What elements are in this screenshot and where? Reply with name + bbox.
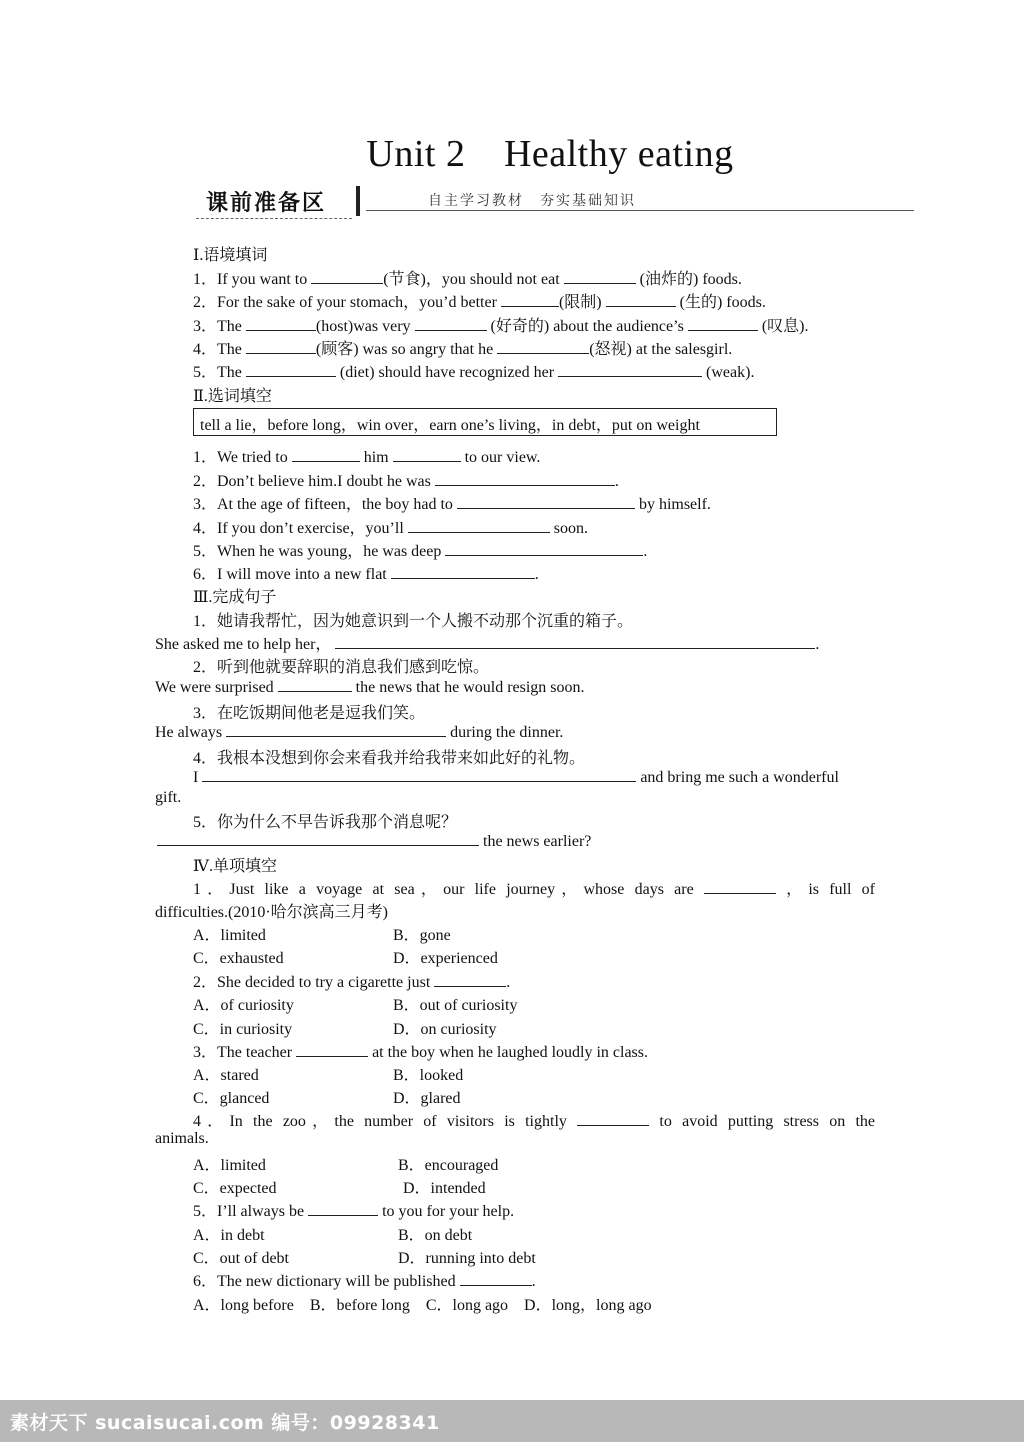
option-d[interactable]: D．experienced — [393, 950, 498, 967]
chinese-prompt: 4．我根本没想到你会来看我并给我带来如此好的礼物。 — [193, 750, 586, 767]
chinese-prompt: 1．她请我帮忙，因为她意识到一个人搬不动那个沉重的箱子。 — [193, 613, 634, 630]
answer-blank[interactable] — [606, 292, 676, 307]
option-row — [193, 992, 518, 1015]
banner-label: 课前准备区 — [206, 191, 327, 216]
chinese-prompt: 5．你为什么不早告诉我那个消息呢？ — [193, 814, 458, 831]
watermark-bar — [0, 1400, 1024, 1442]
option-b[interactable]: B．encouraged — [398, 1157, 499, 1174]
chinese-prompt: 3．在吃饭期间他老是逗我们笑。 — [193, 705, 426, 722]
answer-blank[interactable] — [393, 447, 461, 462]
answer-blank[interactable] — [226, 722, 446, 737]
section-heading: Ⅳ.单项填空 — [193, 858, 277, 875]
question-line: 6．I will move into a new flat . — [193, 566, 539, 583]
question-line: 3．The (host)was very (好奇的) about the audience’s (叹息). — [193, 318, 809, 335]
question-line: 2．She decided to try a cigarette just . — [193, 974, 511, 991]
answer-blank[interactable] — [497, 339, 589, 354]
option-a[interactable]: A．in debt — [193, 1227, 265, 1244]
answer-blank[interactable] — [564, 269, 636, 284]
answer-blank[interactable] — [296, 1042, 368, 1057]
option-a[interactable]: A．limited — [193, 1157, 266, 1174]
section-banner — [196, 184, 914, 220]
answer-line-wrap: gift. — [155, 789, 182, 806]
answer-blank[interactable] — [688, 316, 758, 331]
answer-line: He always during the dinner. — [155, 724, 564, 741]
question-line: 5．When he was young，he was deep . — [193, 543, 648, 560]
banner-subtitle: 自主学习教材 夯实基础知识 — [428, 193, 636, 209]
option-b[interactable]: B．gone — [393, 927, 451, 944]
option-row — [193, 1152, 499, 1175]
section-heading: Ⅰ.语境填词 — [193, 247, 268, 264]
option-row — [193, 1016, 497, 1039]
answer-blank[interactable] — [246, 316, 316, 331]
answer-blank[interactable] — [460, 1271, 532, 1286]
answer-blank[interactable] — [408, 518, 550, 533]
answer-blank[interactable] — [415, 316, 487, 331]
answer-blank[interactable] — [558, 362, 702, 377]
answer-blank[interactable] — [246, 362, 336, 377]
question-line: 4．In the zoo，the number of visitors is tightly to avoid putting stress on the — [193, 1113, 876, 1130]
question-line: 1．If you want to (节食)，you should not eat (油炸的) foods. — [193, 271, 742, 288]
chinese-prompt: 2．听到他就要辞职的消息我们感到吃惊。 — [193, 659, 490, 676]
answer-blank[interactable] — [278, 677, 352, 692]
option-row — [193, 1245, 536, 1268]
option-d[interactable]: D．glared — [393, 1090, 461, 1107]
answer-blank[interactable] — [335, 634, 815, 649]
question-line: 1．We tried to him to our view. — [193, 449, 541, 466]
answer-blank[interactable] — [434, 972, 506, 987]
option-c[interactable]: C．out of debt — [193, 1250, 289, 1267]
option-c[interactable]: C．glanced — [193, 1090, 270, 1107]
option-c[interactable]: C．expected — [193, 1180, 277, 1197]
answer-blank[interactable] — [457, 494, 635, 509]
option-a[interactable]: A．limited — [193, 927, 266, 944]
banner-box — [196, 184, 352, 219]
option-row — [193, 945, 498, 968]
answer-blank[interactable] — [704, 879, 776, 894]
option-c[interactable]: C．in curiosity — [193, 1021, 293, 1038]
question-line: 2．For the sake of your stomach，you’d better (限制) (生的) foods. — [193, 294, 766, 311]
question-line: 2．Don’t believe him.I doubt he was . — [193, 473, 619, 490]
question-line: 3．At the age of fifteen，the boy had to by himself. — [193, 496, 711, 513]
banner-divider — [356, 186, 360, 216]
section-heading: Ⅲ.完成句子 — [193, 589, 277, 606]
answer-blank[interactable] — [202, 767, 636, 782]
option-a[interactable]: A．stared — [193, 1067, 259, 1084]
question-line: 4．The (顾客) was so angry that he (怒视) at the salesgirl. — [193, 341, 733, 358]
option-b[interactable]: B．on debt — [398, 1227, 473, 1244]
option-d[interactable]: D．intended — [403, 1180, 486, 1197]
answer-line: I and bring me such a wonderful — [193, 769, 839, 786]
option-a[interactable]: A．of curiosity — [193, 997, 294, 1014]
answer-blank[interactable] — [308, 1201, 378, 1216]
question-line: 6．The new dictionary will be published . — [193, 1273, 536, 1290]
answer-blank[interactable] — [391, 564, 535, 579]
answer-blank[interactable] — [435, 471, 615, 486]
answer-blank[interactable] — [157, 831, 479, 846]
answer-line: She asked me to help her， . — [155, 636, 820, 653]
word-bank-box: tell a lie，before long，win over，earn one’s living，in debt，put on weight — [193, 408, 777, 436]
page-title: Unit 2 Healthy eating — [366, 133, 734, 175]
question-line: 5．The (diet) should have recognized her (weak). — [193, 364, 755, 381]
question-line: 3．The teacher at the boy when he laughed loudly in class. — [193, 1044, 648, 1061]
answer-blank[interactable] — [501, 292, 559, 307]
answer-blank[interactable] — [577, 1111, 649, 1126]
option-row — [193, 922, 451, 945]
answer-line: We were surprised the news that he would resign soon. — [155, 679, 585, 696]
question-line-wrap: animals. — [155, 1130, 209, 1147]
option-row — [193, 1085, 461, 1108]
answer-blank[interactable] — [292, 447, 360, 462]
option-row — [193, 1222, 473, 1245]
question-line-wrap: difficulties.(2010·哈尔滨高三月考) — [155, 904, 389, 921]
question-line: 1．Just like a voyage at sea，our life journey，whose days are ，is full of — [193, 881, 875, 898]
option-row — [193, 1062, 464, 1085]
option-d[interactable]: D．on curiosity — [393, 1021, 497, 1038]
answer-blank[interactable] — [311, 269, 383, 284]
option-c[interactable]: C．exhausted — [193, 950, 284, 967]
option-row — [193, 1175, 486, 1198]
answer-blank[interactable] — [246, 339, 316, 354]
answer-line: the news earlier? — [155, 831, 591, 851]
section-heading: Ⅱ.选词填空 — [193, 388, 272, 405]
option-b[interactable]: B．looked — [393, 1067, 464, 1084]
watermark-text: 素材天下 sucaisucai.com 编号：09928341 — [10, 1412, 440, 1434]
question-line: 4．If you don’t exercise，you’ll soon. — [193, 520, 589, 537]
option-row[interactable]: A．long before B．before long C．long ago D．long，long ago — [193, 1297, 652, 1314]
question-line: 5．I’ll always be to you for your help. — [193, 1203, 515, 1220]
banner-rule — [366, 210, 914, 211]
option-d[interactable]: D．running into debt — [398, 1250, 536, 1267]
option-b[interactable]: B．out of curiosity — [393, 997, 518, 1014]
answer-blank[interactable] — [445, 541, 643, 556]
